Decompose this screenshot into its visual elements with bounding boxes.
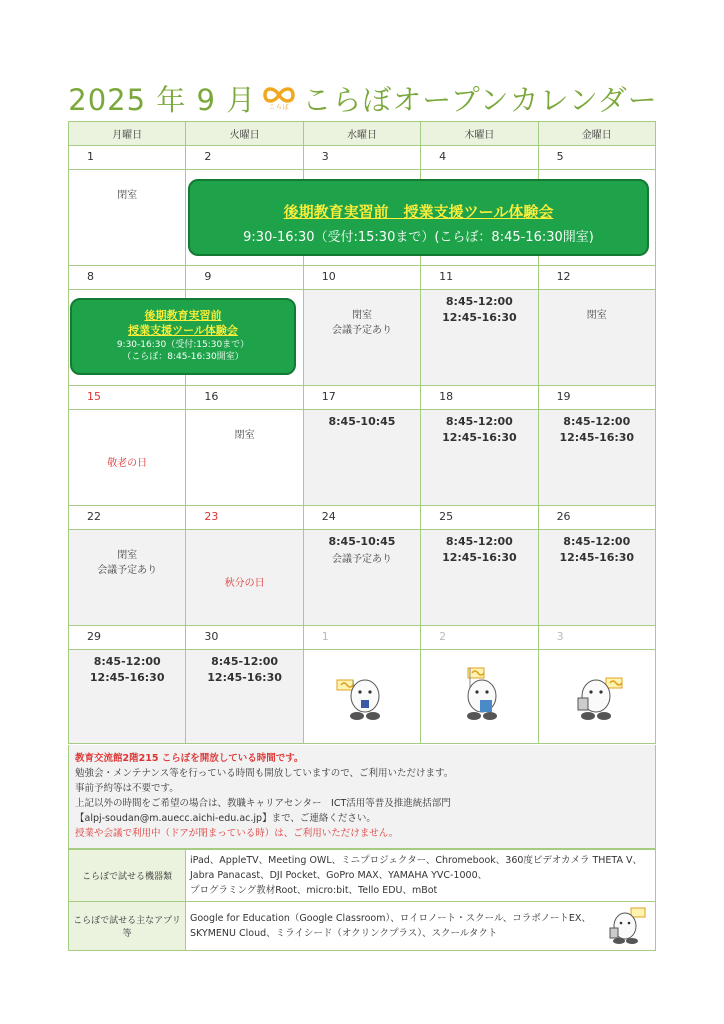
open-hours-am: 8:45-10:45 (328, 415, 396, 428)
mascot-icon (333, 666, 391, 724)
title-text: こらぼオープンカレンダー (302, 82, 658, 117)
open-hours-pm: 12:45-16:30 (207, 671, 282, 684)
info-line: 事前予約等は不要です。 (75, 783, 179, 794)
equipment-list (186, 850, 656, 902)
day-cell (421, 290, 538, 386)
open-hours-am: 8:45-10:45 (328, 535, 396, 548)
closed-label: 閉室 (234, 430, 255, 441)
day-cell (303, 290, 420, 386)
korabo-logo (262, 85, 296, 111)
meeting-note: 会議予定あり (331, 325, 392, 336)
info-line: 勉強会・メンテナンス等を行っている時間も開放していますので、ご利用いただけます。 (75, 768, 454, 779)
info-line: 上記以外の時間をご希望の場合は、教職キャリアセンター ICT活用等普及推進統括部門 (75, 798, 451, 809)
equipment-line: Jabra Panacast、DJI Pocket、GoPro MAX、YAMAHA YVC-1000、 (190, 870, 488, 881)
date-cell-holiday: 15 (69, 386, 186, 410)
week5-date-row (69, 626, 656, 650)
week4-body-row (69, 530, 656, 626)
resources-table (68, 849, 656, 951)
date-cell-next-month: 1 (303, 626, 420, 650)
day-cell (538, 530, 655, 626)
date-cell-next-month: 3 (538, 626, 655, 650)
weekday-fri: 金曜日 (538, 122, 655, 146)
day-cell (186, 650, 303, 744)
apps-line: Google for Education（Google Classroom）、ロイロノート・スクール、コラボノートEX、 (190, 913, 591, 924)
date-cell: 10 (303, 266, 420, 290)
closed-label: 閉室 (351, 310, 372, 321)
title-year-month: 2025 年 9 月 (68, 82, 257, 117)
week2-date-row (69, 266, 656, 290)
event-time-line1: 9:30-16:30（受付:15:30まで） (116, 340, 250, 350)
date-cell-holiday: 23 (186, 506, 303, 530)
day-cell (538, 410, 655, 506)
day-cell (69, 650, 186, 744)
day-cell (303, 530, 420, 626)
apps-row (69, 902, 656, 951)
weekday-mon: 月曜日 (69, 122, 186, 146)
open-hours-pm: 12:45-16:30 (559, 551, 635, 564)
date-cell: 30 (186, 626, 303, 650)
open-hours-am: 8:45-12:00 (93, 655, 161, 668)
mascot-icon (568, 666, 626, 724)
weekday-tue: 火曜日 (186, 122, 303, 146)
date-cell: 12 (538, 266, 655, 290)
closed-label: 閉室 (586, 310, 607, 321)
open-hours-pm: 12:45-16:30 (442, 551, 517, 564)
logo-subtext: こらぼ (268, 104, 290, 111)
open-hours-am: 8:45-12:00 (445, 535, 513, 548)
event-title-line2: 授業支援ツール体験会 (128, 324, 238, 337)
day-cell (303, 410, 420, 506)
equipment-line: プログラミング教材Root、micro:bit、Tello EDU、mBot (190, 885, 438, 896)
date-cell: 17 (303, 386, 420, 410)
date-cell: 29 (69, 626, 186, 650)
weekday-header-row (69, 122, 656, 146)
week5-body-row (69, 650, 656, 744)
day-cell (69, 530, 186, 626)
open-hours-am: 8:45-12:00 (563, 535, 631, 548)
day-cell (69, 410, 186, 506)
date-cell: 5 (538, 146, 655, 170)
date-cell: 16 (186, 386, 303, 410)
day-cell (421, 650, 538, 744)
infinity-logo-icon (262, 85, 296, 105)
info-panel (68, 745, 656, 849)
closed-label: 閉室 (117, 550, 138, 561)
event-title: 後期教育実習前 授業支援ツール体験会 (283, 203, 554, 221)
date-cell-next-month: 2 (421, 626, 538, 650)
date-cell: 9 (186, 266, 303, 290)
open-hours-am: 8:45-12:00 (563, 415, 631, 428)
event-banner-small (70, 298, 296, 375)
open-hours-am: 8:45-12:00 (445, 415, 513, 428)
event-time: 9:30-16:30（受付:15:30まで）(こらぼ：8:45-16:30開室) (243, 230, 594, 245)
day-cell (186, 410, 303, 506)
day-cell (421, 410, 538, 506)
date-cell: 26 (538, 506, 655, 530)
closed-label: 閉室 (117, 190, 138, 201)
day-cell (69, 170, 186, 266)
meeting-note: 会議予定あり (97, 565, 158, 576)
event-banner-large (188, 179, 649, 256)
info-warning: 授業や会議で利用中（ドアが閉まっている時）は、ご利用いただけません。 (75, 828, 399, 839)
open-hours-pm: 12:45-16:30 (442, 311, 517, 324)
day-cell (421, 530, 538, 626)
date-cell: 24 (303, 506, 420, 530)
date-cell: 2 (186, 146, 303, 170)
info-heading: 教育交流館2階215 こらぼを開放している時間です。 (75, 753, 304, 764)
date-cell: 4 (421, 146, 538, 170)
holiday-label: 敬老の日 (107, 458, 148, 469)
week4-date-row (69, 506, 656, 530)
date-cell: 8 (69, 266, 186, 290)
page-title (68, 76, 658, 120)
date-cell: 3 (303, 146, 420, 170)
mascot-icon (450, 666, 508, 724)
holiday-label: 秋分の日 (224, 578, 265, 589)
equipment-row (69, 850, 656, 902)
date-cell: 11 (421, 266, 538, 290)
open-hours-pm: 12:45-16:30 (89, 671, 165, 684)
day-cell (303, 650, 420, 744)
contact-email: 【alpj-soudan@m.auecc.aichi-edu.ac.jp】まで、ご連絡ください。 (75, 813, 376, 824)
day-cell (538, 290, 655, 386)
meeting-note: 会議予定あり (331, 554, 392, 565)
apps-label: こらぼで試せる主なアプリ等 (69, 902, 186, 951)
apps-line: SKYMENU Cloud、ミライシード（オクリンクプラス）、スクールタクト (190, 928, 498, 939)
apps-list (186, 902, 656, 951)
day-cell (186, 530, 303, 626)
open-hours-pm: 12:45-16:30 (559, 431, 635, 444)
date-cell: 22 (69, 506, 186, 530)
open-hours-am: 8:45-12:00 (211, 655, 279, 668)
week1-date-row (69, 146, 656, 170)
mascot-icon (605, 906, 649, 946)
open-hours-pm: 12:45-16:30 (442, 431, 517, 444)
event-time-line2: （こらぼ：8:45-16:30開室） (122, 352, 244, 362)
week3-body-row (69, 410, 656, 506)
week3-date-row (69, 386, 656, 410)
date-cell: 19 (538, 386, 655, 410)
weekday-thu: 木曜日 (421, 122, 538, 146)
date-cell: 18 (421, 386, 538, 410)
day-cell (538, 650, 655, 744)
weekday-wed: 水曜日 (303, 122, 420, 146)
event-title-line1: 後期教育実習前 (144, 309, 222, 322)
date-cell: 25 (421, 506, 538, 530)
equipment-label: こらぼで試せる機器類 (69, 850, 186, 902)
open-hours-am: 8:45-12:00 (445, 295, 513, 308)
equipment-line: iPad、AppleTV、Meeting OWL、ミニプロジェクター、Chromebook、360度ビデオカメラ THETA V、 (190, 855, 642, 866)
date-cell: 1 (69, 146, 186, 170)
